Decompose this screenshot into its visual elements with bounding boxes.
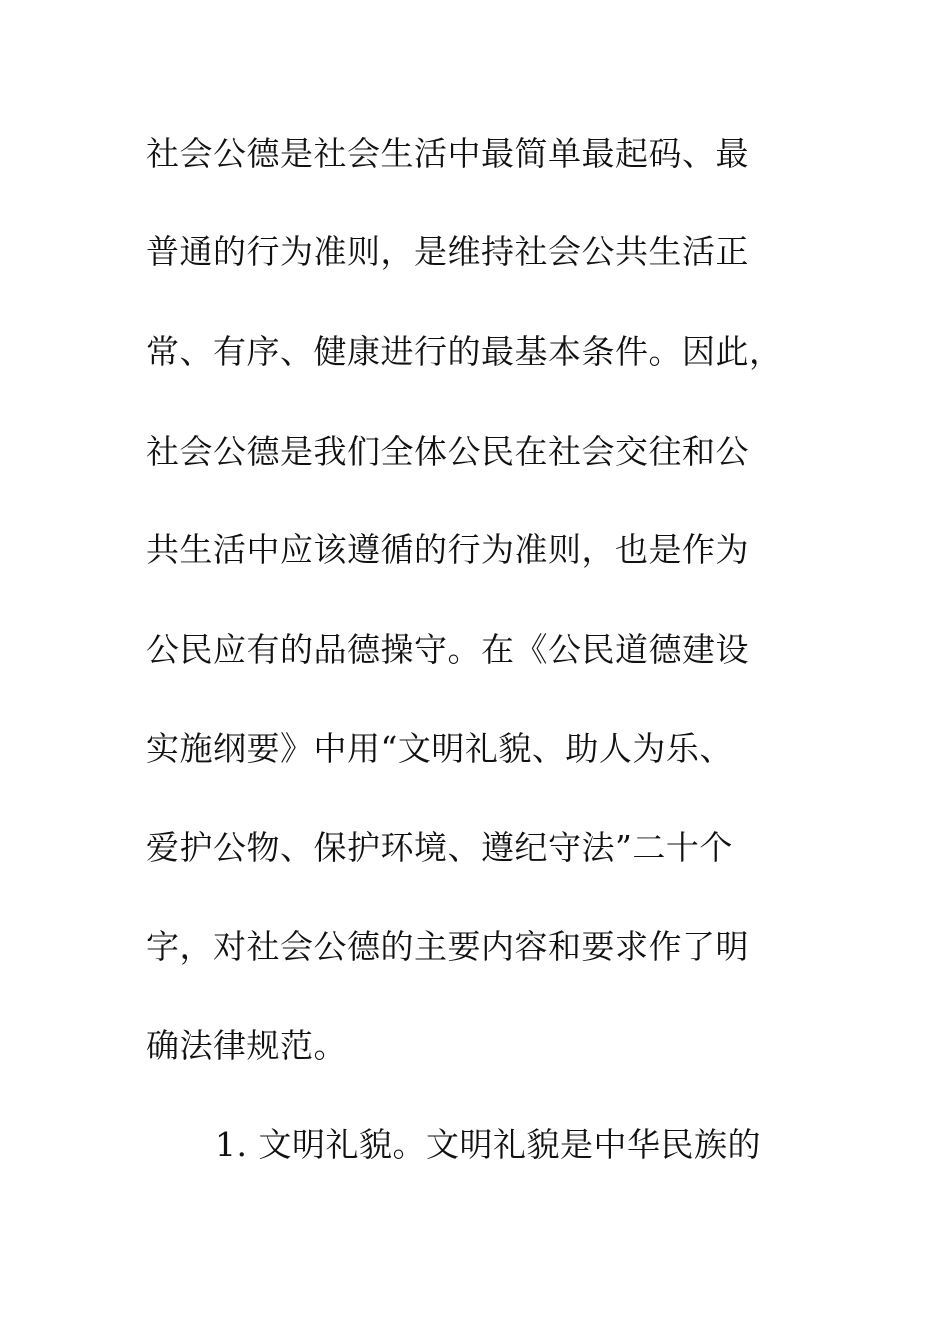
paragraph-line-2: 普通的行为准则，是维持社会公共生活正 [146, 232, 749, 271]
paragraph-line-3: 常、有序、健康进行的最基本条件。因此， [146, 332, 783, 371]
paragraph-line-6: 公民应有的品德操守。在《公民道德建设 [146, 630, 749, 669]
paragraph-line-8: 爱护公物、保护环境、遵纪守法”二十个 [146, 828, 733, 867]
paragraph-line-4: 社会公德是我们全体公民在社会交往和公 [146, 432, 749, 471]
section-heading-line: 1. 文明礼貌。文明礼貌是中华民族的 [215, 1125, 761, 1164]
paragraph-line-1: 社会公德是社会生活中最简单最起码、最 [146, 134, 749, 173]
paragraph-line-7: 实施纲要》中用“文明礼貌、助人为乐、 [146, 729, 733, 768]
paragraph-line-10: 确法律规范。 [146, 1026, 347, 1065]
paragraph-line-5: 共生活中应该遵循的行为准则，也是作为 [146, 530, 749, 569]
paragraph-line-9: 字，对社会公德的主要内容和要求作了明 [146, 927, 749, 966]
